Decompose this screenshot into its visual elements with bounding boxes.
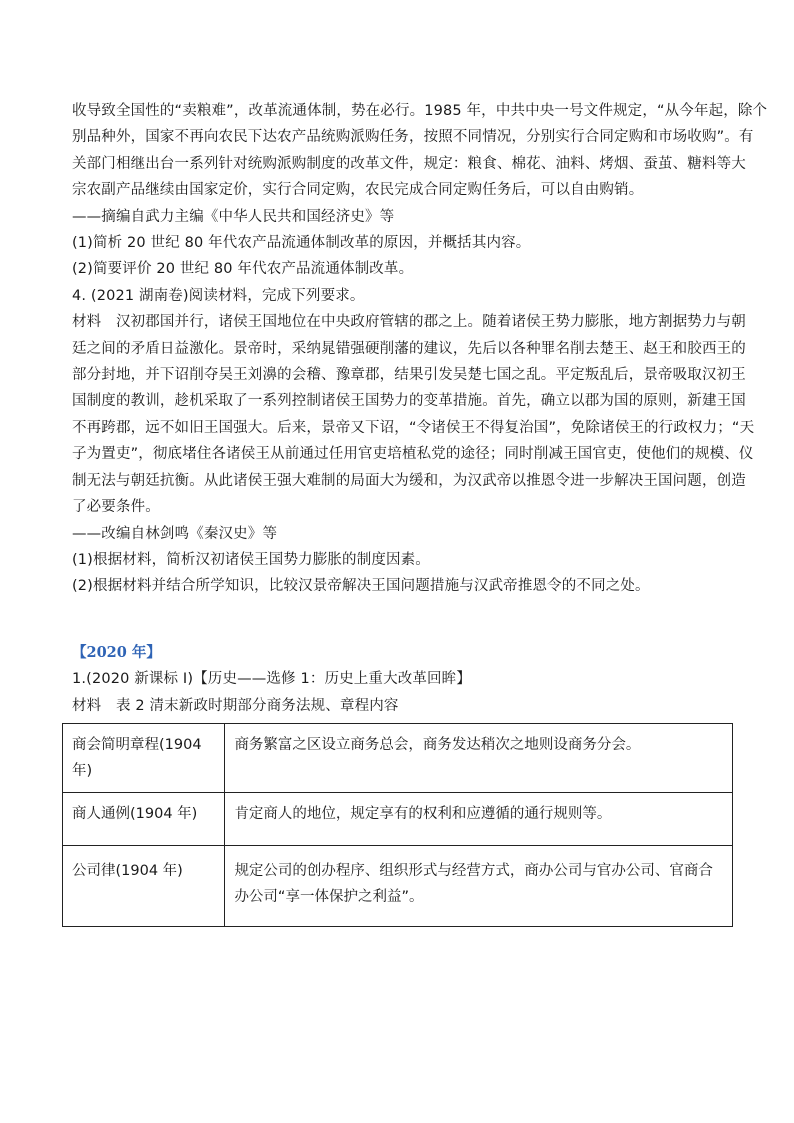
section-heading-2020: 【2020 年】: [72, 643, 161, 661]
paragraph-line: 收导致全国性的“卖粮难”，改革流通体制，势在必行。1985 年，中共中央一号文件规定，“从今年起，除个: [72, 103, 768, 119]
paragraph-line: 关部门相继出台一系列针对统购派购制度的改革文件，规定：粮食、棉花、油料、烤烟、蚕茧、糖料等大: [72, 155, 746, 172]
paragraph-line: 不再跨郡，远不如旧王国强大。后来，景帝又下诏，“令诸侯王不得复治国”，免除诸侯王的行政权力；“天: [72, 419, 755, 436]
question-heading: 1.(2020 新课标 I)【历史——选修 1：历史上重大改革回眸】: [72, 671, 471, 688]
document-body: [72, 98, 768, 927]
paragraph-line: 部分封地，并下诏削夺吴王刘濞的会稽、豫章郡，结果引发吴楚七国之乱。平定叛乱后，景帝吸取汉初王: [72, 367, 746, 384]
question-item: (2)根据材料并结合所学知识，比较汉景帝解决王国问题措施与汉武帝推恩令的不同之处。: [72, 578, 650, 595]
paragraph-line: 材料 汉初郡国并行，诸侯王国地位在中央政府管辖的郡之上。随着诸侯王势力膨胀，地方割据势力与朝: [72, 314, 746, 331]
table-row: [63, 845, 733, 926]
question-item: (1)根据材料，简析汉初诸侯王国势力膨胀的制度因素。: [72, 551, 430, 568]
paragraph-line: 别品种外，国家不再向农民下达农产品统购派购任务，按照不同情况，分别实行合同定购和市场收购”。有: [72, 129, 754, 146]
table-row: [63, 723, 733, 792]
table-cell-content: 规定公司的创办程序、组织形式与经营方式，商办公司与官办公司、官商合办公司“享一体保护之利益”。: [225, 845, 733, 926]
paragraph-line: 宗农副产品继续由国家定价，实行合同定购，农民完成合同定购任务后，可以自由购销。: [72, 182, 644, 199]
source-citation: ——改编自林剑鸣《秦汉史》等: [72, 525, 278, 542]
regulations-table: [62, 723, 733, 927]
question-item: (1)简析 20 世纪 80 年代农产品流通体制改革的原因，并概括其内容。: [72, 235, 531, 252]
paragraph-line: 子为置吏”，彻底堵住各诸侯王从前通过任用官吏培植私党的途径；同时削减王国官吏，使他们的规模、仪: [72, 446, 754, 463]
paragraph-line: 了必要条件。: [72, 499, 160, 516]
table-cell-content: 商务繁富之区设立商务总会，商务发达稍次之地则设商务分会。: [225, 723, 733, 792]
table-cell-name: 商人通例(1904 年): [63, 792, 225, 845]
source-citation: ——摘编自武力主编《中华人民共和国经济史》等: [72, 208, 395, 225]
paragraph-line: 国制度的教训，趁机采取了一系列控制诸侯王国势力的变革措施。首先，确立以郡为国的原则，新建王国: [72, 393, 746, 410]
table-caption: 材料 表 2 清末新政时期部分商务法规、章程内容: [72, 697, 399, 714]
paragraph-line: 廷之间的矛盾日益激化。景帝时，采纳晁错强硬削藩的建议，先后以各种罪名削去楚王、赵王和胶西王的: [72, 340, 746, 357]
regulations-table-wrap: [62, 723, 733, 927]
table-row: [63, 792, 733, 845]
table-cell-name: 商会简明章程(1904 年): [63, 723, 225, 792]
question-item: (2)简要评价 20 世纪 80 年代农产品流通体制改革。: [72, 261, 414, 278]
paragraph-line: 制无法与朝廷抗衡。从此诸侯王强大难制的局面大为缓和，为汉武帝以推恩令进一步解决王国问题，创造: [72, 472, 746, 489]
question-heading: 4. (2021 湖南卷)阅读材料，完成下列要求。: [72, 287, 365, 304]
table-cell-name: 公司律(1904 年): [63, 845, 225, 926]
table-cell-content: 肯定商人的地位，规定享有的权利和应遵循的通行规则等。: [225, 792, 733, 845]
